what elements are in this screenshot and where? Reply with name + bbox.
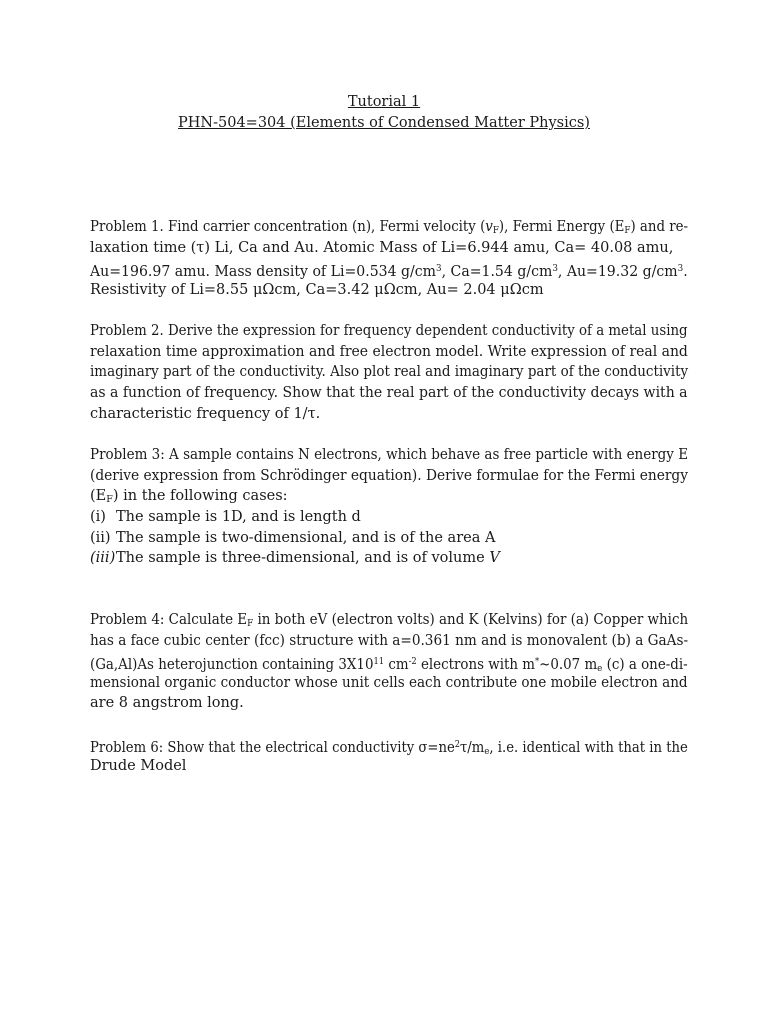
problem-4-line-5: are 8 angstrom long. (90, 695, 244, 711)
problem-1-line-4: Resistivity of Li=8.55 μΩcm, Ca=3.42 μΩcm, Au= 2.04 μΩcm (90, 282, 544, 298)
course-subtitle: PHN-504=304 (Elements of Condensed Matter Physics) (178, 115, 590, 131)
problem-3-line-1: Problem 3: A sample contains N electrons, which behave as free particle with energy E (90, 447, 689, 463)
problem-2-line-5: characteristic frequency of 1/τ. (90, 406, 321, 422)
problem-6-line-2: Drude Model (90, 758, 187, 774)
problem-3-case-i: (i) The sample is 1D, and is length d (90, 509, 361, 525)
problem-2-line-3: imaginary part of the conductivity. Also plot real and imaginary part of the conductivity (90, 364, 689, 380)
problem-3-case-ii: (ii) The sample is two-dimensional, and is of the area A (90, 530, 496, 546)
problem-2-line-4: as a function of frequency. Show that the real part of the conductivity decays with a (90, 385, 688, 401)
problem-2-line-1: Problem 2. Derive the expression for frequency dependent conductivity of a metal using (90, 323, 688, 339)
problem-1-line-3: Au=196.97 amu. Mass density of Li=0.534 $g/cm^3$, Ca=1.54 $g/cm^3$, Au=19.32 $g/cm^3$. (90, 264, 688, 280)
problem-4-line-1: Problem 4: Calculate $E_F$ in both eV (electron volts) and K (Kelvins) for (a) Copper which (90, 612, 689, 629)
problem-6-line-1: Problem 6: Show that the electrical conductivity $\sigma=ne^2\tau/m_e$, i.e. identical with that in the (90, 740, 688, 757)
problem-2-line-2: relaxation time approximation and free electron model. Write expression of real and (90, 344, 688, 360)
problem-1-line-1: Problem 1. Find carrier concentration (n), Fermi velocity $(v_F)$, Fermi Energy $(E_F)$ and re- (90, 219, 689, 236)
problem-3-line-2: (derive expression from Schrödinger equation). Derive formulae for the Fermi energy (90, 468, 688, 484)
problem-4-line-3: (Ga,Al)As heterojunction containing $3X10^{11}$ $cm^{-2}$ electrons with m*~0.07 $m_e$ (c) a one-di- (90, 657, 688, 674)
problem-3-case-iii: (iii)The sample is three-dimensional, and is of volume V (90, 550, 500, 566)
problem-4-line-2: has a face cubic center (fcc) structure with a=0.361 nm and is monovalent (b) a GaAs- (90, 633, 689, 649)
problem-4-line-4: mensional organic conductor whose unit cells each contribute one mobile electron and (90, 675, 688, 691)
tutorial-title: Tutorial 1 (347, 94, 421, 110)
problem-3-line-3: $(E_F)$ in the following cases: (90, 488, 288, 505)
problem-1-line-2: laxation time (τ) Li, Ca and Au. Atomic Mass of Li=6.944 amu, Ca= 40.08 amu, (90, 240, 674, 256)
